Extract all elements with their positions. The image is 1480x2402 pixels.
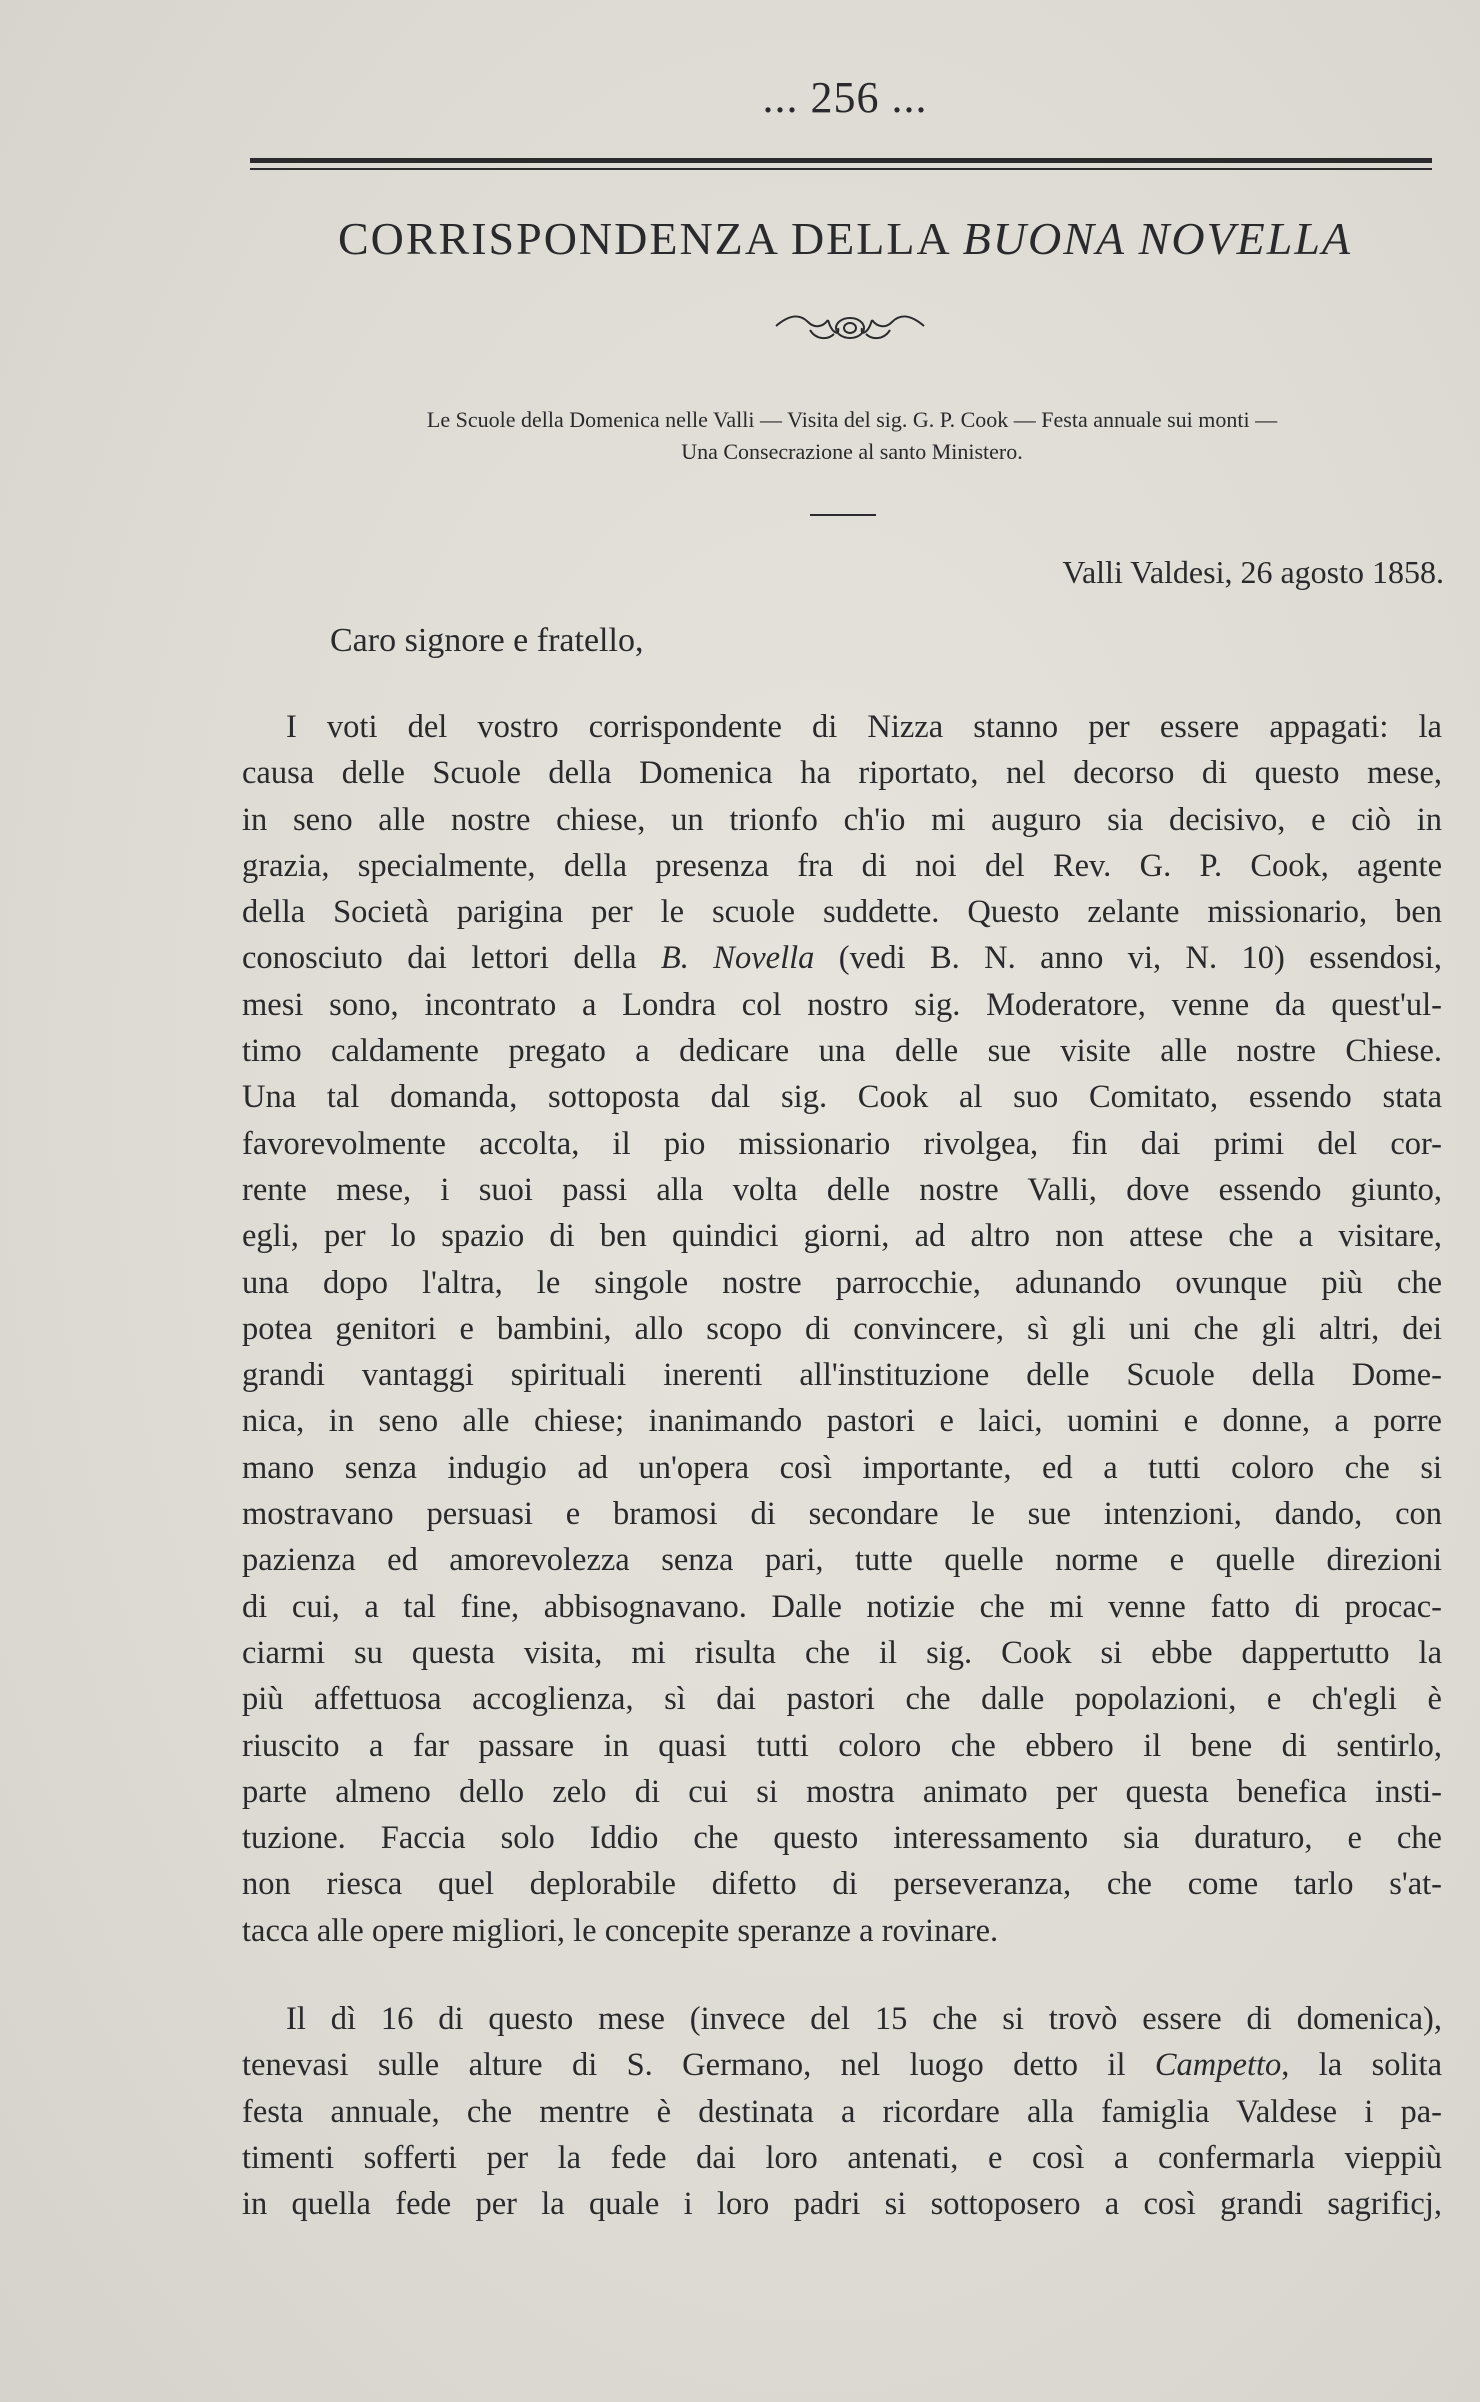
text-line: [242, 2042, 1442, 2088]
text-line: mano senza indugio ad un'opera così importante, ed a tutti coloro che si: [242, 1449, 1442, 1486]
text-run: (vedi B. N. anno vi, N. 10) essendosi,: [814, 940, 1442, 977]
text-line: mostravano persuasi e bramosi di secondare le sue intenzioni, dando, con: [242, 1496, 1442, 1533]
text-line: non riesca quel deplorabile difetto di perseveranza, che come tarlo s'at-: [242, 1866, 1442, 1903]
summary-line: Una Consecrazione al santo Ministero.: [681, 439, 1023, 464]
text-line: ciarmi su questa visita, mi risulta che il sig. Cook si ebbe dappertutto la: [242, 1634, 1442, 1671]
text-line: della Società parigina per le scuole suddette. Questo zelante missionario, ben: [242, 894, 1442, 931]
text-line: festa annuale, che mentre è destinata a ricordare alla famiglia Valdese i pa-: [242, 2093, 1442, 2130]
italic-text-run: B. Novella: [660, 940, 815, 977]
text-line: Il dì 16 di questo mese (invece del 15 che si trovò essere di domenica),: [286, 2001, 1442, 2037]
text-line: in seno alle nostre chiese, un trionfo ch'io mi auguro sia decisivo, e ciò in: [242, 801, 1442, 838]
text-line: potea genitori e bambini, allo scopo di convincere, sì gli uni che gli altri, dei: [242, 1310, 1442, 1347]
text-run: , la solita: [1281, 2047, 1442, 2084]
text-line: mesi sono, incontrato a Londra col nostro sig. Moderatore, venne da quest'ul-: [242, 986, 1442, 1023]
text-line: favorevolmente accolta, il pio missionario rivolgea, fin dai primi del cor-: [242, 1125, 1442, 1162]
page-number-header: ... 256 ...: [762, 73, 928, 122]
text-line: tacca alle opere migliori, le concepite speranze a rovinare.: [242, 1912, 999, 1949]
letter-dateline: Valli Valdesi, 26 agosto 1858.: [1062, 554, 1444, 590]
text-line: di cui, a tal fine, abbisognavano. Dalle notizie che mi venne fatto di procac-: [242, 1588, 1442, 1625]
text-run: tenevasi sulle alture di S. Germano, nel luogo detto il: [242, 2047, 1155, 2084]
text-line: in quella fede per la quale i loro padri si sottoposero a così grandi sagrificj,: [242, 2186, 1442, 2223]
section-title-italic: BUONA NOVELLA: [962, 213, 1353, 264]
text-line: tuzione. Faccia solo Iddio che questo interessamento sia duraturo, e che: [242, 1820, 1442, 1857]
section-title-plain: CORRISPONDENZA DELLA: [337, 213, 963, 264]
text-line: I voti del vostro corrispondente di Nizza stanno per essere appagati: la: [286, 709, 1442, 745]
decorative-flourish-icon: [770, 306, 930, 346]
header-rule-thick: [250, 158, 1432, 163]
text-line: più affettuosa accoglienza, sì dai pastori che dalle popolazioni, e ch'egli è: [242, 1681, 1442, 1718]
text-line: egli, per lo spazio di ben quindici giorni, ad altro non attese che a visitare,: [242, 1218, 1442, 1255]
text-line: pazienza ed amorevolezza senza pari, tutte quelle norme e quelle direzioni: [242, 1542, 1442, 1579]
italic-text-run: Campetto: [1154, 2047, 1282, 2084]
header-rule-thin: [250, 168, 1432, 170]
text-line: grazia, specialmente, della presenza fra di noi del Rev. G. P. Cook, agente: [242, 847, 1442, 884]
text-line: [242, 935, 1442, 981]
text-line: causa delle Scuole della Domenica ha riportato, nel decorso di questo mese,: [242, 755, 1442, 792]
text-line: grandi vantaggi spirituali inerenti all'instituzione delle Scuole della Dome-: [242, 1357, 1442, 1394]
text-line: nica, in seno alle chiese; inanimando pastori e laici, uomini e donne, a porre: [242, 1403, 1442, 1440]
summary-divider: [810, 514, 876, 516]
summary-line: Le Scuole della Domenica nelle Valli — Visita del sig. G. P. Cook — Festa annuale sui monti —: [426, 407, 1278, 432]
text-line: timenti sofferti per la fede dai loro antenati, e così a confermarla vieppiù: [242, 2139, 1442, 2176]
text-line: una dopo l'altra, le singole nostre parrocchie, adunando ovunque più che: [242, 1264, 1442, 1301]
text-line: rente mese, i suoi passi alla volta delle nostre Valli, dove essendo giunto,: [242, 1171, 1442, 1208]
letter-salutation: Caro signore e fratello,: [330, 622, 644, 659]
body-paragraph-1: [242, 704, 1442, 1954]
article-summary: [262, 404, 1442, 468]
text-line: parte almeno dello zelo di cui si mostra animato per questa benefica insti-: [242, 1773, 1442, 1810]
text-run: conosciuto dai lettori della: [242, 940, 661, 977]
text-line: timo caldamente pregato a dedicare una delle sue visite alle nostre Chiese.: [242, 1033, 1442, 1070]
text-line: riuscito a far passare in quasi tutti coloro che ebbero il bene di sentirlo,: [242, 1727, 1442, 1764]
section-title: [250, 212, 1440, 265]
text-line: Una tal domanda, sottoposta dal sig. Cook al suo Comitato, essendo stata: [242, 1079, 1442, 1116]
body-paragraph-2: [242, 1996, 1442, 2227]
